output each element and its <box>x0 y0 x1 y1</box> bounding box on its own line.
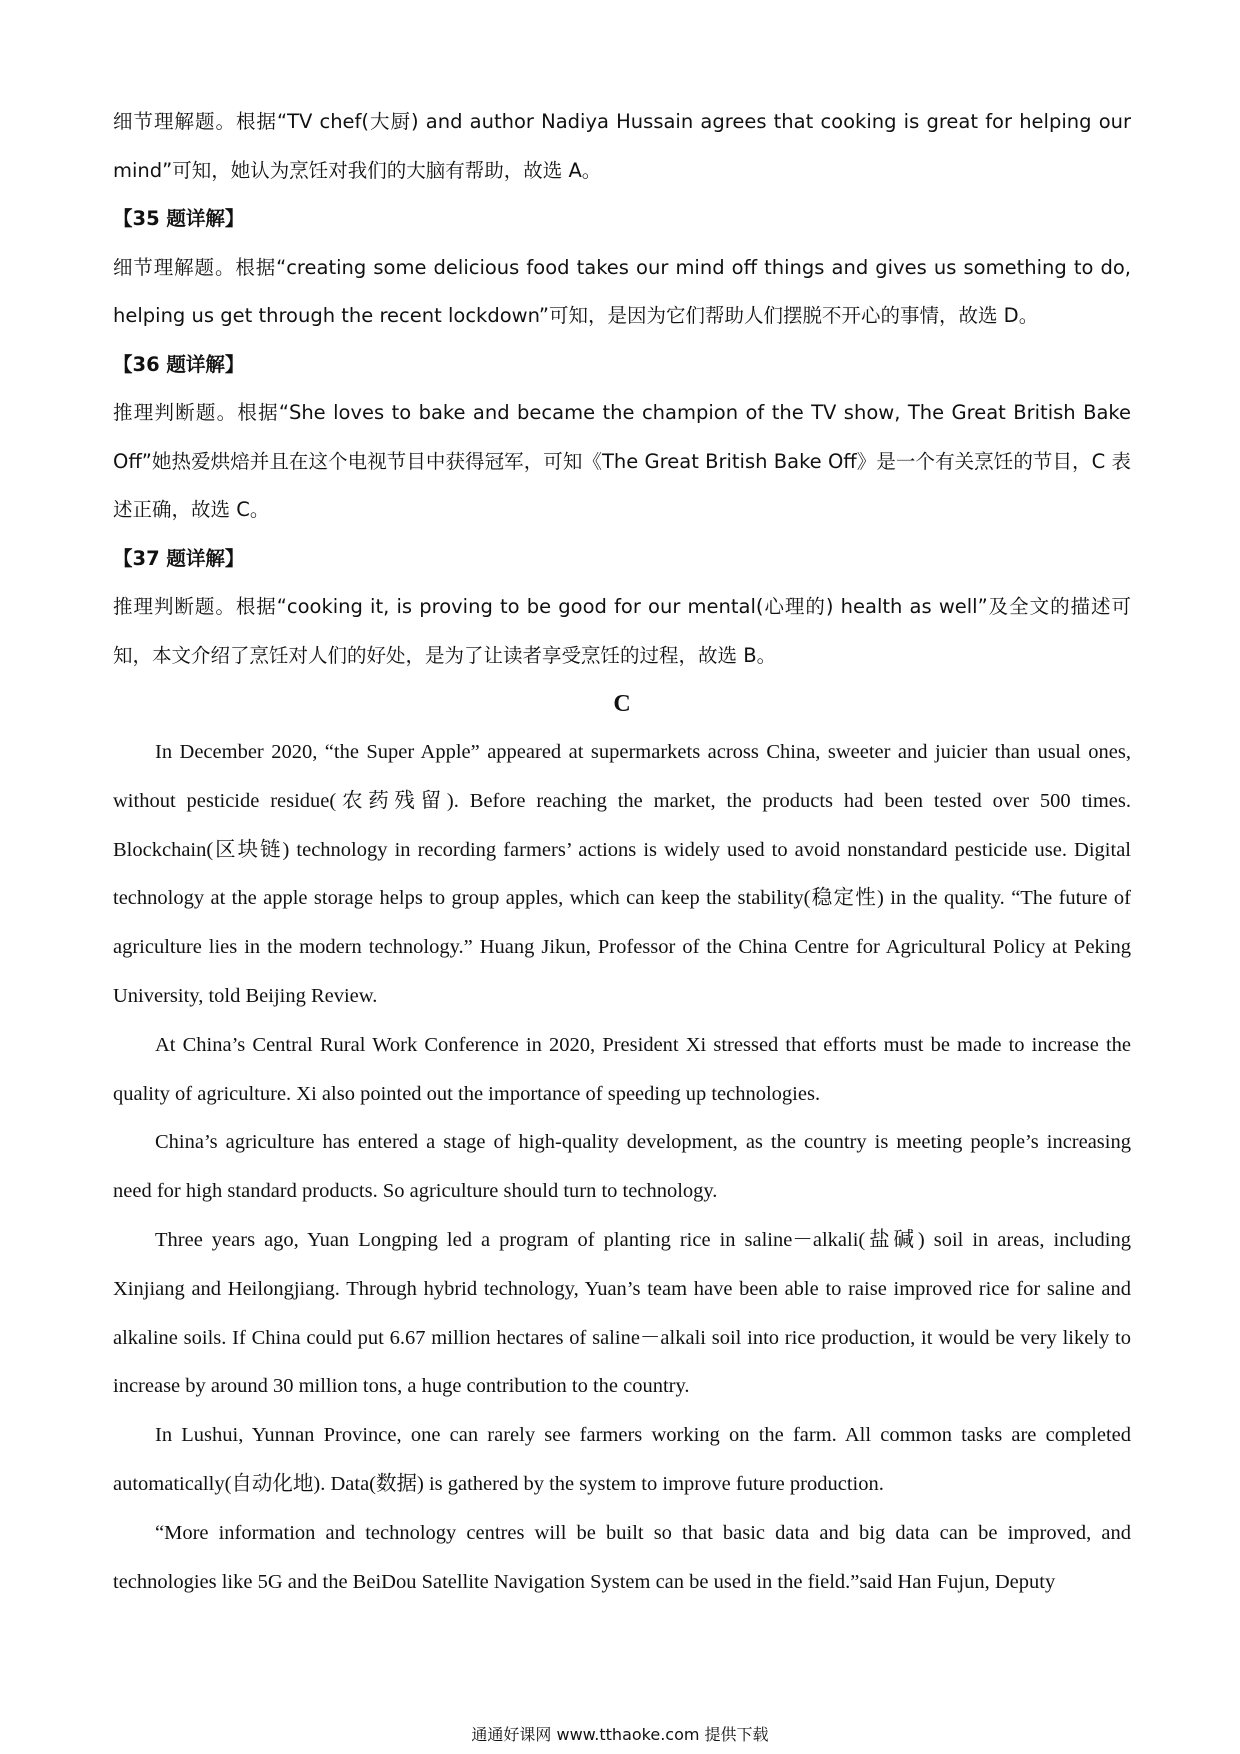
passage-paragraph: Three years ago, Yuan Longping led a program of planting rice in saline－alkali(盐碱) soil in areas, including Xinjiang and Heilongjiang. Through hybrid technology, Yuan’s team have been able to raise improved rice for saline and alkaline soils. If China could put 6.67 million hectares of saline－alkali soil into rice production, it would be very likely to increase by around 30 million tons, a huge contribution to the country. <box>113 1228 1131 1398</box>
explanation-q35-title: 【35 题详解】 <box>113 207 245 230</box>
passage-paragraph: China’s agriculture has entered a stage of high-quality development, as the country is meeting people’s increasing need for high standard products. So agriculture should turn to technology. <box>113 1131 1131 1203</box>
explanation-q35-text: 细节理解题。根据“creating some delicious food takes our mind off things and gives us something to do, helping us get through the recent lockdown”可知，是因为它们帮助人们摆脱不开心的事情，故选 D。 <box>113 255 1131 327</box>
passage-paragraph: “More information and technology centres will be built so that basic data and big data can be improved, and technologies like 5G and the BeiDou Satellite Navigation System can be used in the field.”said Han Fujun, Deputy <box>113 1521 1131 1593</box>
explanation-q36-title: 【36 题详解】 <box>113 352 245 376</box>
explanation-q36-text: 推理判断题。根据“She loves to bake and became the champion of the TV show, The Great British Bake Off”她热爱烘焙并且在这个电视节目中获得冠军，可知《The Great British Bake Off》是一个有关烹饪的节目，C 表述正确，故选 C。 <box>113 401 1131 521</box>
page-footer: 通通好课网 www.tthaoke.com 提供下载 <box>471 1725 769 1744</box>
explanation-q34-text: 细节理解题。根据“TV chef(大厨) and author Nadiya Hussain agrees that cooking is great for helping our mind”可知，她认为烹饪对我们的大脑有帮助，故选 A。 <box>113 110 1131 182</box>
passage-paragraph: At China’s Central Rural Work Conference in 2020, President Xi stressed that efforts must be made to increase the quality of agriculture. Xi also pointed out the importance of speeding up technologies. <box>113 1033 1131 1105</box>
passage-section-label: C <box>613 691 631 717</box>
explanation-q37-title: 【37 题详解】 <box>113 546 245 570</box>
passage-paragraph: In Lushui, Yunnan Province, one can rarely see farmers working on the farm. All common tasks are completed automatically(自动化地). Data(数据) is gathered by the system to improve future production. <box>113 1424 1131 1495</box>
explanation-q37-text: 推理判断题。根据“cooking it, is proving to be good for our mental(心理的) health as well”及全文的描述可知，本文介绍了烹饪对人们的好处，是为了让读者享受烹饪的过程，故选 B。 <box>113 595 1131 667</box>
page-content <box>113 98 1131 1606</box>
passage-paragraph: In December 2020, “the Super Apple” appeared at supermarkets across China, sweeter and juicier than usual ones, without pesticide residue(农药残留). Before reaching the market, the products had been tested over 500 times. Blockchain(区块链) technology in recording farmers’ actions is widely used to avoid nonstandard pesticide use. Digital technology at the apple storage helps to group apples, which can keep the stability(稳定性) in the quality. “The future of agriculture lies in the modern technology.” Huang Jikun, Professor of the China Centre for Agricultural Policy at Peking University, told Beijing Review. <box>113 741 1131 1007</box>
